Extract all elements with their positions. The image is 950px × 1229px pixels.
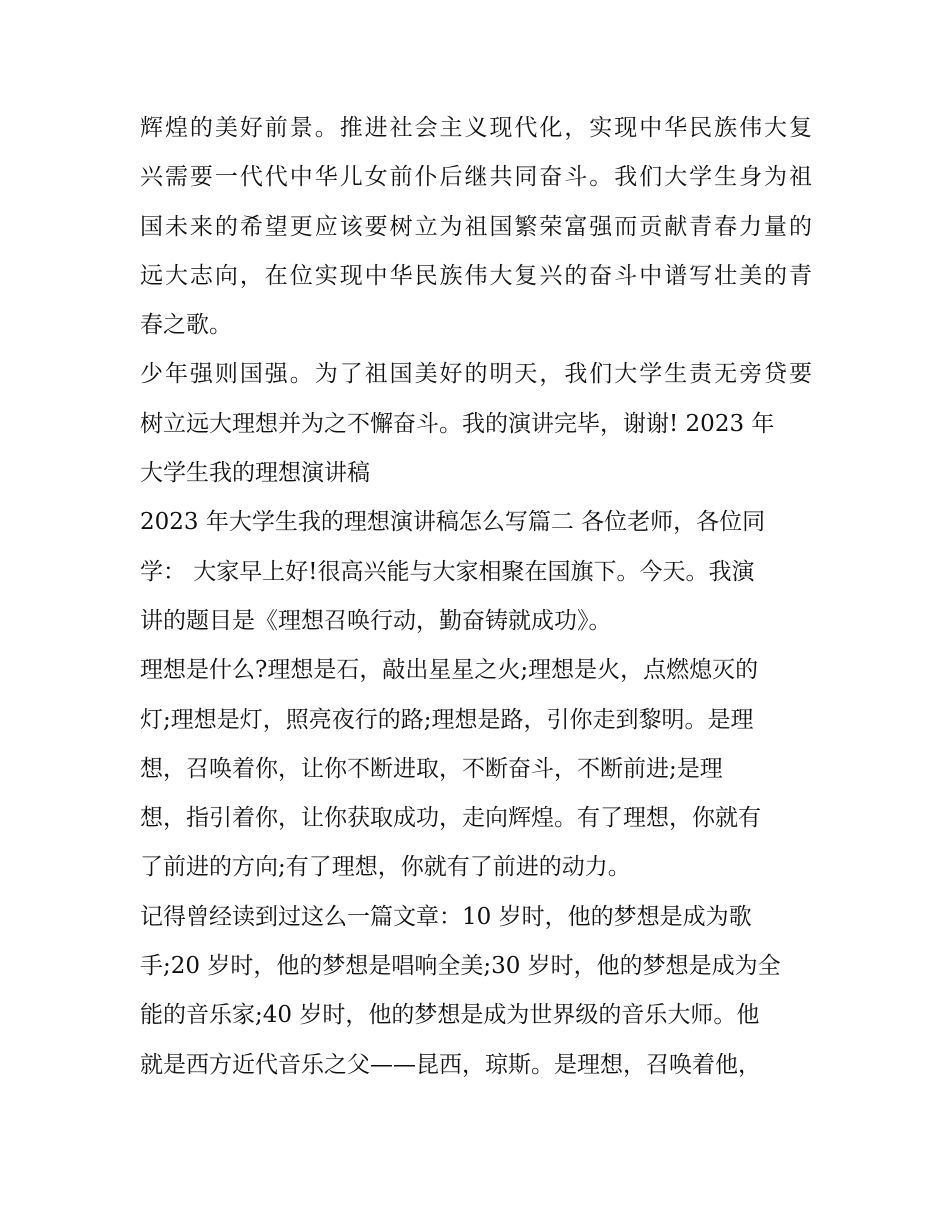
text-line: 辉煌的美好前景。推进社会主义现代化，实现中华民族伟大复 [140,115,812,141]
body-text [140,104,812,1090]
text-line: 理想是什么?理想是石，敲出星星之火;理想是火，点燃熄灭的 [140,657,759,684]
text-line: 国未来的希望更应该要树立为祖国繁荣富强而贡献青春力量的 [140,213,812,240]
text-line: 想，召唤着你，让你不断进取，不断奋斗，不断前进;是理 [140,755,723,782]
text-line: 远大志向，在位实现中华民族伟大复兴的奋斗中谱写壮美的青 [140,262,812,289]
text-line: 春之歌。 [140,312,232,339]
text-line: 讲的题目是《理想召唤行动，勤奋铸就成功》。 [140,607,612,634]
text-line: 学： 大家早上好!很高兴能与大家相聚在国旗下。今天。我演 [140,558,755,585]
text-line: 兴需要一代代中华儿女前仆后继共同奋斗。我们大学生身为祖 [140,164,812,191]
text-line: 能的音乐家;40 岁时，他的梦想是成为世界级的音乐大师。他 [140,1002,760,1029]
text-line: 就是西方近代音乐之父——昆西，琼斯。是理想，召唤着他， [140,1051,761,1078]
text-line: 2023 年大学生我的理想演讲稿怎么写篇二 各位老师，各位同 [140,509,766,536]
text-line: 大学生我的理想演讲稿 [140,460,370,487]
text-line: 了前进的方向;有了理想，你就有了前进的动力。 [140,854,631,881]
text-line: 想，指引着你，让你获取成功，走向辉煌。有了理想，你就有 [140,805,761,832]
text-line: 记得曾经读到过这么一篇文章：10 岁时，他的梦想是成为歌 [140,903,752,930]
text-line: 手;20 岁时，他的梦想是唱响全美;30 岁时，他的梦想是成为全 [140,953,781,980]
text-line: 灯;理想是灯，照亮夜行的路;理想是路，引你走到黎明。是理 [140,706,754,733]
text-line: 树立远大理想并为之不懈奋斗。我的演讲完毕，谢谢! 2023 年 [140,410,775,437]
text-line: 少年强则国强。为了祖国美好的明天，我们大学生责无旁贷要 [140,361,812,388]
